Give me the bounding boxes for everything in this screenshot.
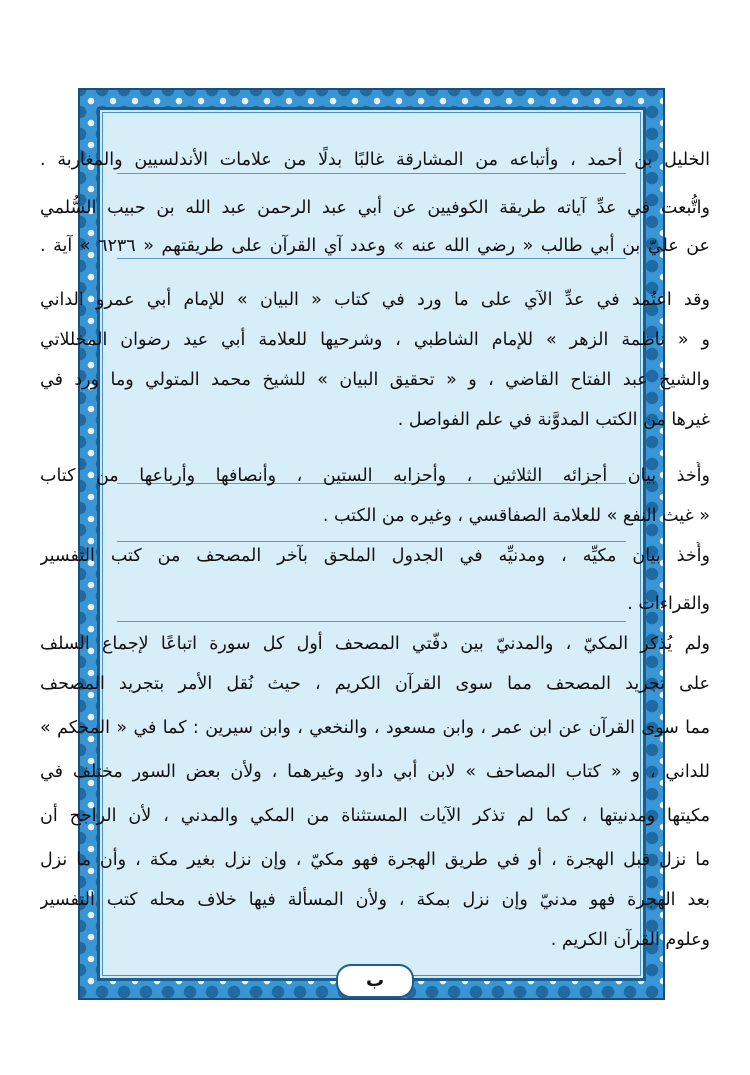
text-line: عن عليّ بن أبي طالب « رضي الله عنه » وعدد آي القرآن على طريقتهم « ٦٢٣٦ » آية . — [40, 236, 710, 256]
text-line: واتُّبعت في عدِّ آياته طريقة الكوفيين عن أبي عبد الرحمن عبد الله بن حبيب السُّلمي — [40, 198, 710, 218]
text-line: والشيخ عبد الفتاح القاضي ، و « تحقيق البيان » للشيخ محمد المتولي وما ورد في — [40, 370, 710, 390]
text-line: مكيتها ومدنيتها ، كما لم تذكر الآيات المستثناة من المكي والمدني ، لأن الراجح أن — [40, 806, 710, 826]
paragraph-rule — [117, 621, 626, 622]
text-line: للداني ، و « كتاب المصاحف » لابن أبي داود وغيرهما ، ولأن بعض السور مختلف في — [40, 762, 710, 782]
page-number: ب — [336, 964, 414, 998]
text-line: « غيث النفع » للعلامة الصفاقسي ، وغيره من الكتب . — [322, 506, 710, 526]
text-line: الخليل بن أحمد ، وأتباعه من المشارقة غالبًا بدلًا من علامات الأندلسيين والمغاربة . — [40, 150, 710, 170]
text-line: و « ناظمة الزهر » للإمام الشاطبي ، وشرحيها للعلامة أبي عيد رضوان المخللاتي — [40, 330, 710, 350]
text-line: بعد الهجرة فهو مدنيّ وإن نزل بمكة ، ولأن المسألة فيها خلاف محله كتب التفسير — [40, 890, 710, 910]
text-line: والقراءات . — [627, 594, 710, 614]
text-line: وأُخذ بيان مكيِّه ، ومدنيِّه في الجدول الملحق بآخر المصحف من كتب التفسير — [40, 546, 710, 566]
text-line: وأُخذ بيان أجزائه الثلاثين ، وأحزابه الستين ، وأنصافها وأرباعها من كتاب — [40, 466, 710, 486]
text-line: ولم يُذكر المكيّ ، والمدنيّ بين دفّتي المصحف أول كل سورة اتباعًا لإجماع السلف — [40, 634, 710, 654]
text-line: غيرها من الكتب المدوَّنة في علم الفواصل . — [397, 410, 710, 430]
text-line: وقد اعتُمد في عدِّ الآي على ما ورد في كتاب « البيان » للإمام أبي عمرو الداني — [40, 290, 710, 310]
text-line: ما نزل قبل الهجرة ، أو في طريق الهجرة فهو مكيّ ، وإن نزل بغير مكة ، وأن ما نزل — [40, 850, 710, 870]
text-line: على تجريد المصحف مما سوى القرآن الكريم ، حيث نُقل الأمر بتجريد المصحف — [40, 674, 710, 694]
text-line: وعلوم القرآن الكريم . — [550, 930, 710, 950]
text-line: مما سوى القرآن عن ابن عمر ، وابن مسعود ، والنخعي ، وابن سيرين : كما في « المحكم » — [40, 718, 710, 738]
